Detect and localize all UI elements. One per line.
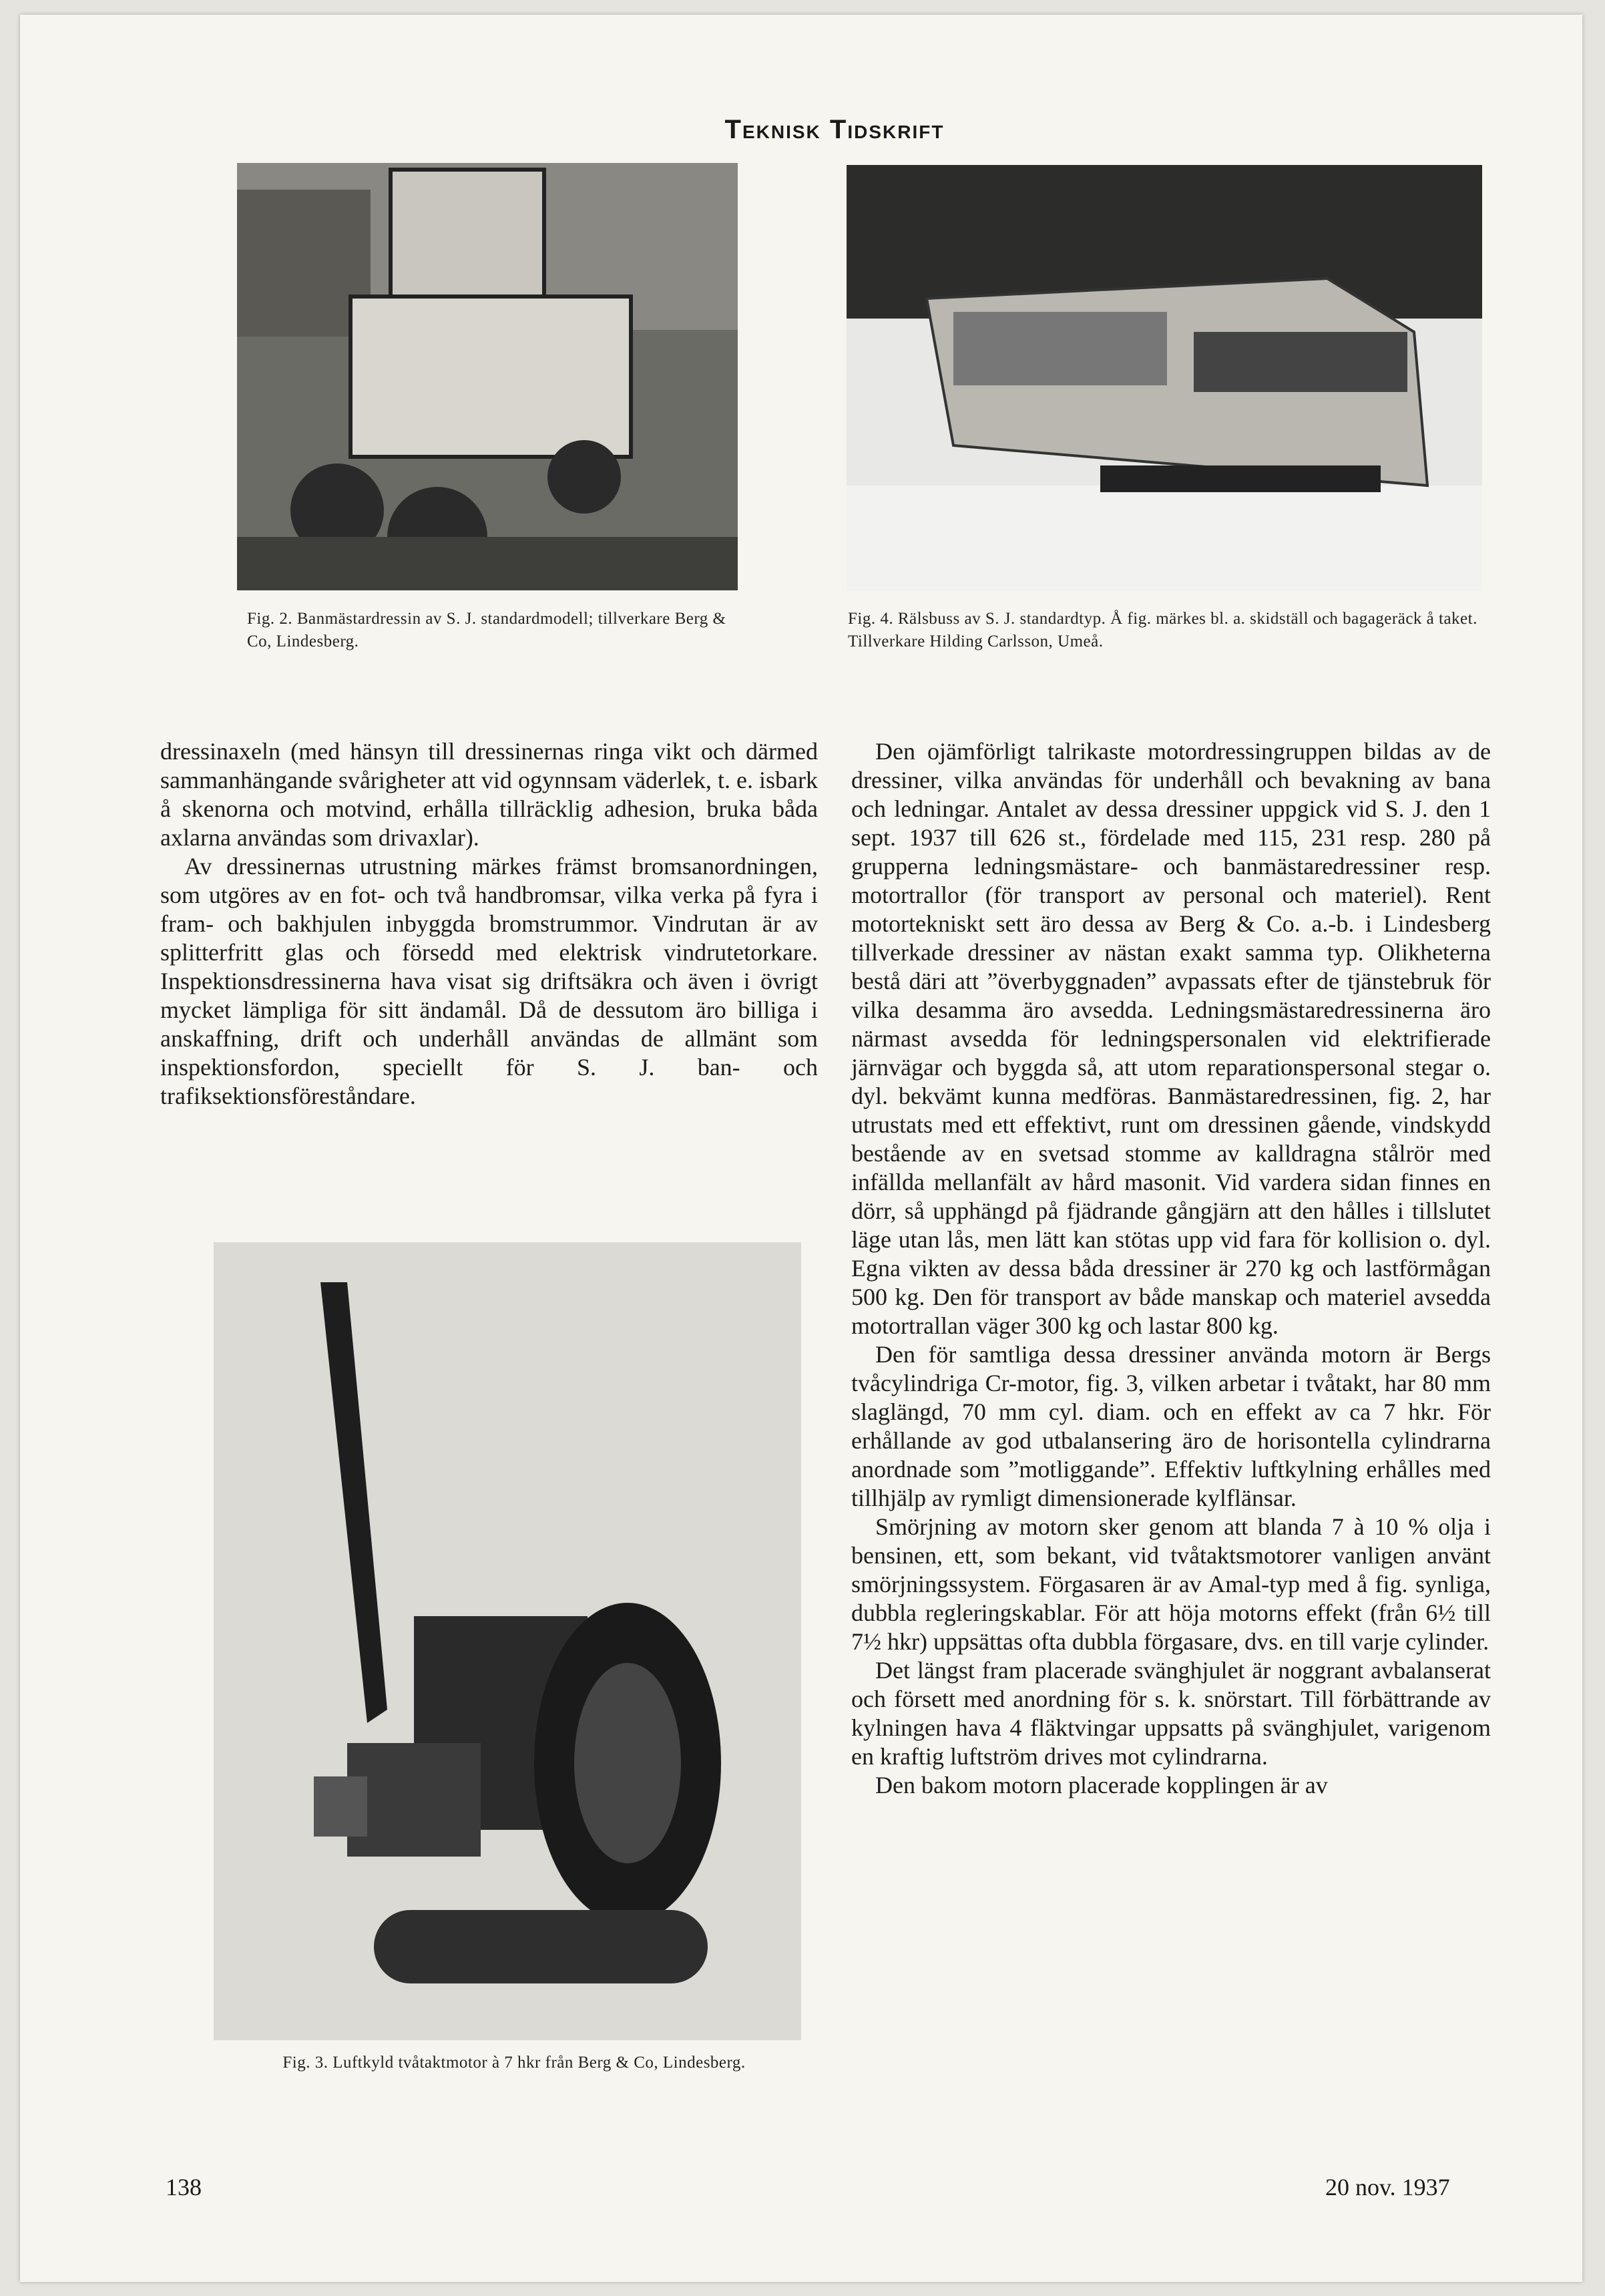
issue-date: 20 nov. 1937 <box>1325 2174 1450 2201</box>
right-paragraph-3: Smörjning av motorn sker genom att blanda 7 à 10 % olja i bensinen, ett, som bekant, vid tvåtaktsmotorer vanligen använt smörjningssystem. Förgasaren är av Amal-typ med å fig. synliga, dubbla regleringskablar. För att höja motorns effekt (från 6½ till 7½ hkr) uppsättas ofta dubbla förgasare, dvs. en till varje cylinder. <box>851 1513 1491 1655</box>
journal-title: Teknisk Tidskrift <box>724 115 945 144</box>
figure-2-caption <box>247 608 734 653</box>
figure-3-image <box>214 1242 801 2040</box>
figure-2-caption-text: Fig. 2. Banmästardressin av S. J. standardmodell; tillverkare Berg & Co, Lindesberg. <box>247 610 726 650</box>
journal-header <box>674 115 995 145</box>
figure-3-caption-text: Fig. 3. Luftkyld tvåtaktmotor à 7 hkr från Berg & Co, Lindesberg. <box>282 2054 746 2072</box>
figure-4-caption-text: Fig. 4. Rälsbuss av S. J. standardtyp. Å fig. märkes bl. a. skidställ och bagageräck å taket. Tillverkare Hilding Carlsson, Umeå. <box>848 610 1477 650</box>
right-paragraph-2: Den för samtliga dessa dressiner använda motorn är Bergs tvåcylindriga Cr-motor, fig. 3, vilken arbetar i tvåtakt, har 80 mm slaglängd, 70 mm cyl. diam. och en effekt av ca 7 hkr. För erhållande av god utbalansering äro de horisontella cylindrarna anordnade som ”motliggande”. Effektiv luftkylning erhålles med tillhjälp av rymligt dimensionerade kylflänsar. <box>851 1341 1491 1511</box>
right-paragraph-5: Den bakom motorn placerade kopplingen är av <box>875 1772 1328 1798</box>
page <box>20 15 1582 2282</box>
right-column <box>851 737 1491 1800</box>
left-paragraph-2: Av dressinernas utrustning märkes främst bromsanordningen, som utgöres av en fot- och två handbromsar, vilka verka på fyra i fram- och bakhjulen inbyggda bromstrummor. Vindrutan är av splitterfritt glas och försedd med elektrisk vindrutetorkare. Inspektionsdressinerna hava visat sig driftsäkra och även i övrigt mycket lämpliga för sitt ändamål. Då de dessutom äro billiga i anskaffning, drift och underhåll användas de allmänt som inspektionsfordon, speciellt för S. J. ban- och trafiksektionsföreståndare. <box>160 853 818 1109</box>
left-paragraph-1: dressinaxeln (med hänsyn till dressinernas ringa vikt och därmed sammanhängande svårigheter att vid ogynnsam väderlek, t. e. isbark å skenorna och motvind, erhålla tillräcklig adhesion, bruka båda axlarna användas som drivaxlar). <box>160 738 818 851</box>
figure-4-caption <box>848 608 1489 653</box>
figure-2-image <box>237 163 738 590</box>
right-paragraph-1: Den ojämförligt talrikaste motordressingruppen bildas av de dressiner, vilka användas för underhåll och bevakning av bana och ledningar. Antalet av dessa dressiner uppgick vid S. J. den 1 sept. 1937 till 626 st., fördelade med 115, 231 resp. 280 på grupperna ledningsmästare- och banmästaredressiner resp. motortrallor (för transport av personal och materiel). Rent motortekniskt sett äro dessa av Berg & Co. a.-b. i Lindesberg tillverkade dressiner av nästan exakt samma typ. Olikheterna bestå däri att ”överbyggnaden” avpassats efter de tjänstebruk för vilka desamma äro avsedda. Ledningsmästaredressinerna äro närmast avsedda för ledningspersonalen vid elektrifierade järnvägar och byggda så, att utom reparationspersonal stegar o. dyl. bekvämt kunna medföras. Banmästaredressinen, fig. 2, har utrustats med ett effektivt, runt om dressinen gående, vindskydd bestående av en svetsad stomme av kalldragna stålrör med infällda mellanfält av hård masonit. Vid vardera sidan finnes en dörr, så upphängd på fjädrande gångjärn att den hålles i tillslutet läge utan lås, men lätt kan stötas upp vid fara för kollision o. dyl. Egna vikten av dessa båda dressiner är 270 kg och lastförmågan 500 kg. Den för transport av både manskap och materiel avsedda motortrallan väger 300 kg och lastar 800 kg. <box>851 738 1491 1339</box>
page-number: 138 <box>166 2174 202 2201</box>
figure-3-caption <box>227 2052 801 2074</box>
right-paragraph-4: Det längst fram placerade svänghjulet är noggrant avbalanserat och försett med anordning för s. k. snörstart. Till förbättrande av kylningen hava 4 fläktvingar uppsatts på svänghjulet, varigenom en kraftig luftström drives mot cylindrarna. <box>851 1657 1491 1770</box>
left-column <box>160 737 818 1111</box>
figure-4-image <box>847 165 1482 591</box>
